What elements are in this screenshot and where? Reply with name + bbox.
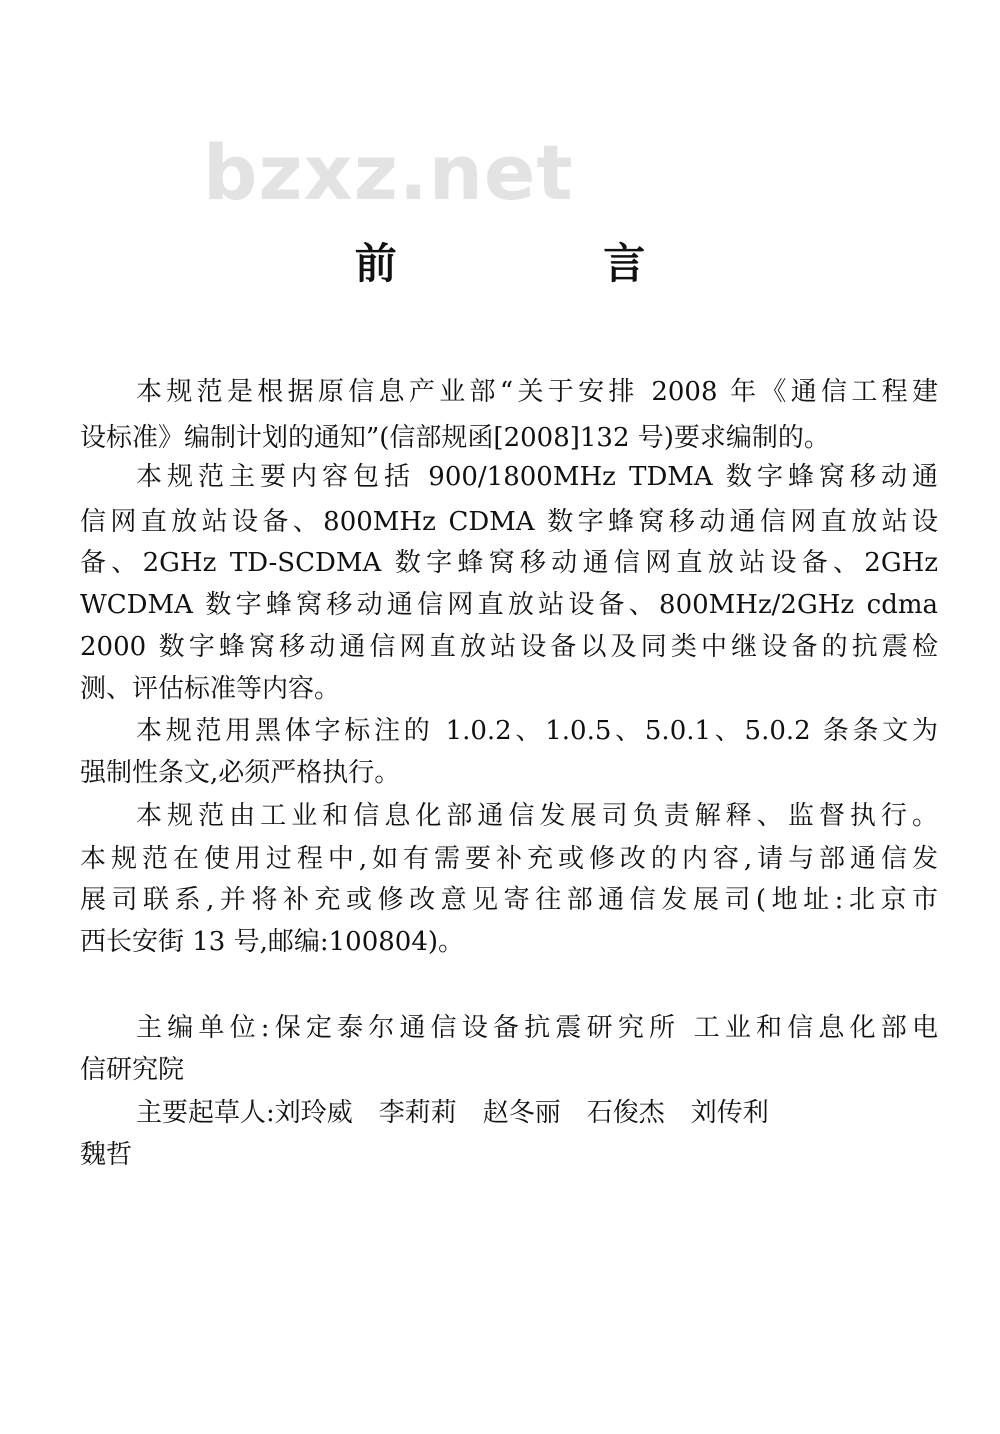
- paragraph-line: 本规范主要内容包括 900/1800MHz TDMA 数字蜂窝移动通: [136, 462, 938, 492]
- paragraph-line: 2000 数字蜂窝移动通信网直放站设备以及同类中继设备的抗震检: [80, 632, 938, 662]
- paragraph-line: 信网直放站设备、800MHz CDMA 数字蜂窝移动通信网直放站设: [80, 507, 938, 537]
- drafters-line: 主要起草人:刘玲威 李莉莉 赵冬丽 石俊杰 刘传利: [136, 1098, 769, 1128]
- paragraph-line: 备、2GHz TD-SCDMA 数字蜂窝移动通信网直放站设备、2GHz: [80, 548, 938, 578]
- paragraph-line: 本规范用黑体字标注的 1.0.2、1.0.5、5.0.1、5.0.2 条条文为: [136, 716, 938, 746]
- paragraph-line: WCDMA 数字蜂窝移动通信网直放站设备、800MHz/2GHz cdma: [80, 590, 938, 620]
- watermark-text: bzxz.net: [203, 128, 574, 217]
- paragraph-line: 强制性条文,必须严格执行。: [80, 758, 401, 788]
- page-title: 前 言: [354, 239, 742, 288]
- paragraph-line: 本规范由工业和信息化部通信发展司负责解释、监督执行。: [136, 801, 938, 831]
- paragraph-line: 展司联系,并将补充或修改意见寄往部通信发展司(地址:北京市: [80, 885, 938, 915]
- drafters-line: 魏哲: [80, 1140, 133, 1170]
- paragraph-line: 本规范是根据原信息产业部“关于安排 2008 年《通信工程建: [136, 377, 938, 407]
- paragraph-line: 西长安街 13 号,邮编:100804)。: [80, 927, 465, 957]
- paragraph-line: 本规范在使用过程中,如有需要补充或修改的内容,请与部通信发: [80, 844, 938, 874]
- editor-unit-line: 信研究院: [80, 1055, 185, 1085]
- editor-unit-line: 主编单位:保定泰尔通信设备抗震研究所 工业和信息化部电: [136, 1013, 938, 1043]
- paragraph-line: 测、评估标准等内容。: [80, 674, 341, 704]
- paragraph-line: 设标准》编制计划的通知”(信部规函[2008]132 号)要求编制的。: [80, 423, 830, 453]
